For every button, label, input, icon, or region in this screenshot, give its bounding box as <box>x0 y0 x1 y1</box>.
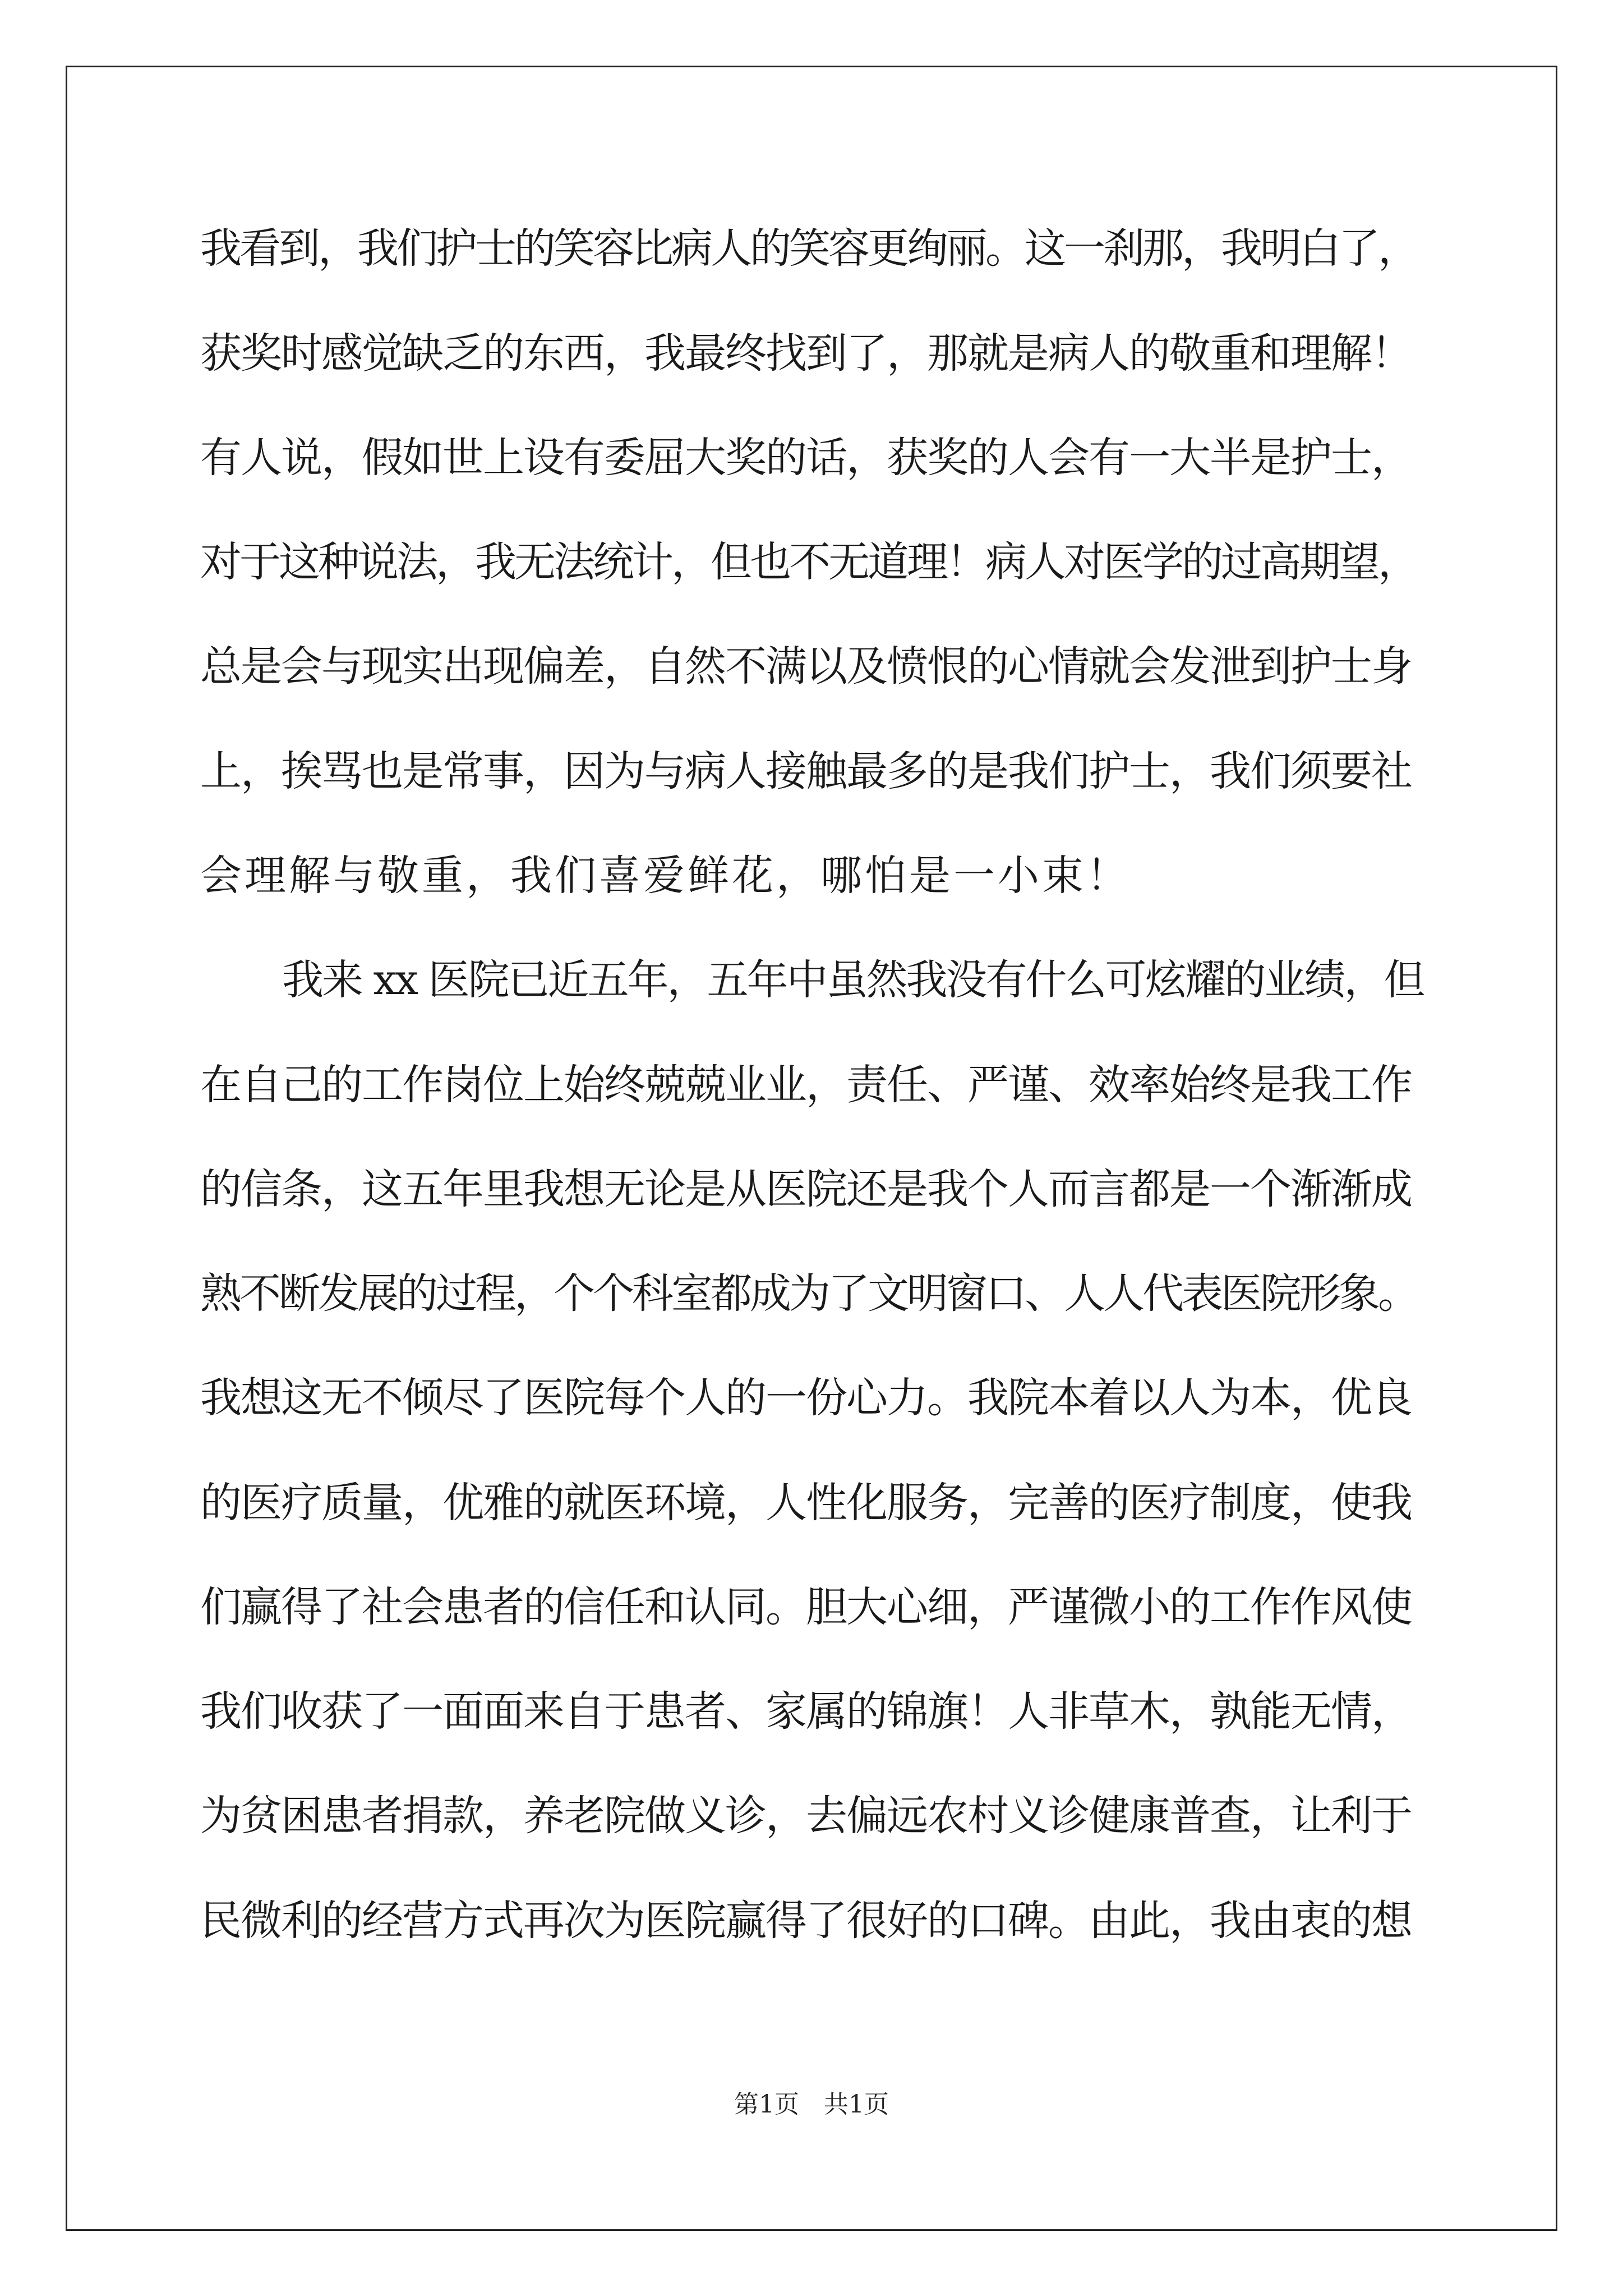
text-line: 我来 xx 医院已近五年，五年中虽然我没有什么可炫耀的业绩，但 <box>282 956 1424 1004</box>
text-line: 有人说，假如世上设有委屈大奖的话，获奖的人会有一大半是护士， <box>200 434 1412 482</box>
text-line: 上，挨骂也是常事，因为与病人接触最多的是我们护士，我们须要社 <box>200 747 1412 795</box>
text-line: 为贫困患者捐款，养老院做义诊，去偏远农村义诊健康普查，让利于 <box>200 1792 1412 1840</box>
text-line: 的信条，这五年里我想无论是从医院还是我个人而言都是一个渐渐成 <box>200 1165 1412 1213</box>
text-line: 我想这无不倾尽了医院每个人的一份心力。我院本着以人为本，优良 <box>200 1374 1412 1422</box>
text-line: 会理解与敬重，我们喜爱鲜花，哪怕是一小束！ <box>200 852 1131 900</box>
text-line: 获奖时感觉缺乏的东西，我最终找到了，那就是病人的敬重和理解！ <box>200 329 1412 378</box>
text-line: 总是会与现实出现偏差，自然不满以及愤恨的心情就会发泄到护士身 <box>200 642 1412 691</box>
text-line: 们赢得了社会患者的信任和认同。胆大心细，严谨微小的工作作风使 <box>200 1583 1412 1631</box>
text-line: 的医疗质量，优雅的就医环境，人性化服务，完善的医疗制度，使我 <box>200 1479 1412 1527</box>
page-footer: 第1页 共1页 <box>734 2090 889 2119</box>
text-line: 对于这种说法，我无法统计，但也不无道理！病人对医学的过高期望， <box>200 538 1417 586</box>
text-line: 在自己的工作岗位上始终兢兢业业，责任、严谨、效率始终是我工作 <box>200 1061 1412 1109</box>
text-line: 我看到，我们护士的笑容比病人的笑容更绚丽。这一刹那，我明白了， <box>200 224 1417 273</box>
text-line: 我们收获了一面面来自于患者、家属的锦旗！人非草木，孰能无情， <box>200 1687 1412 1736</box>
text-line: 熟不断发展的过程，个个科室都成为了文明窗口、人人代表医院形象。 <box>200 1269 1417 1318</box>
text-line: 民微利的经营方式再次为医院赢得了很好的口碑。由此，我由衷的想 <box>200 1897 1412 1945</box>
